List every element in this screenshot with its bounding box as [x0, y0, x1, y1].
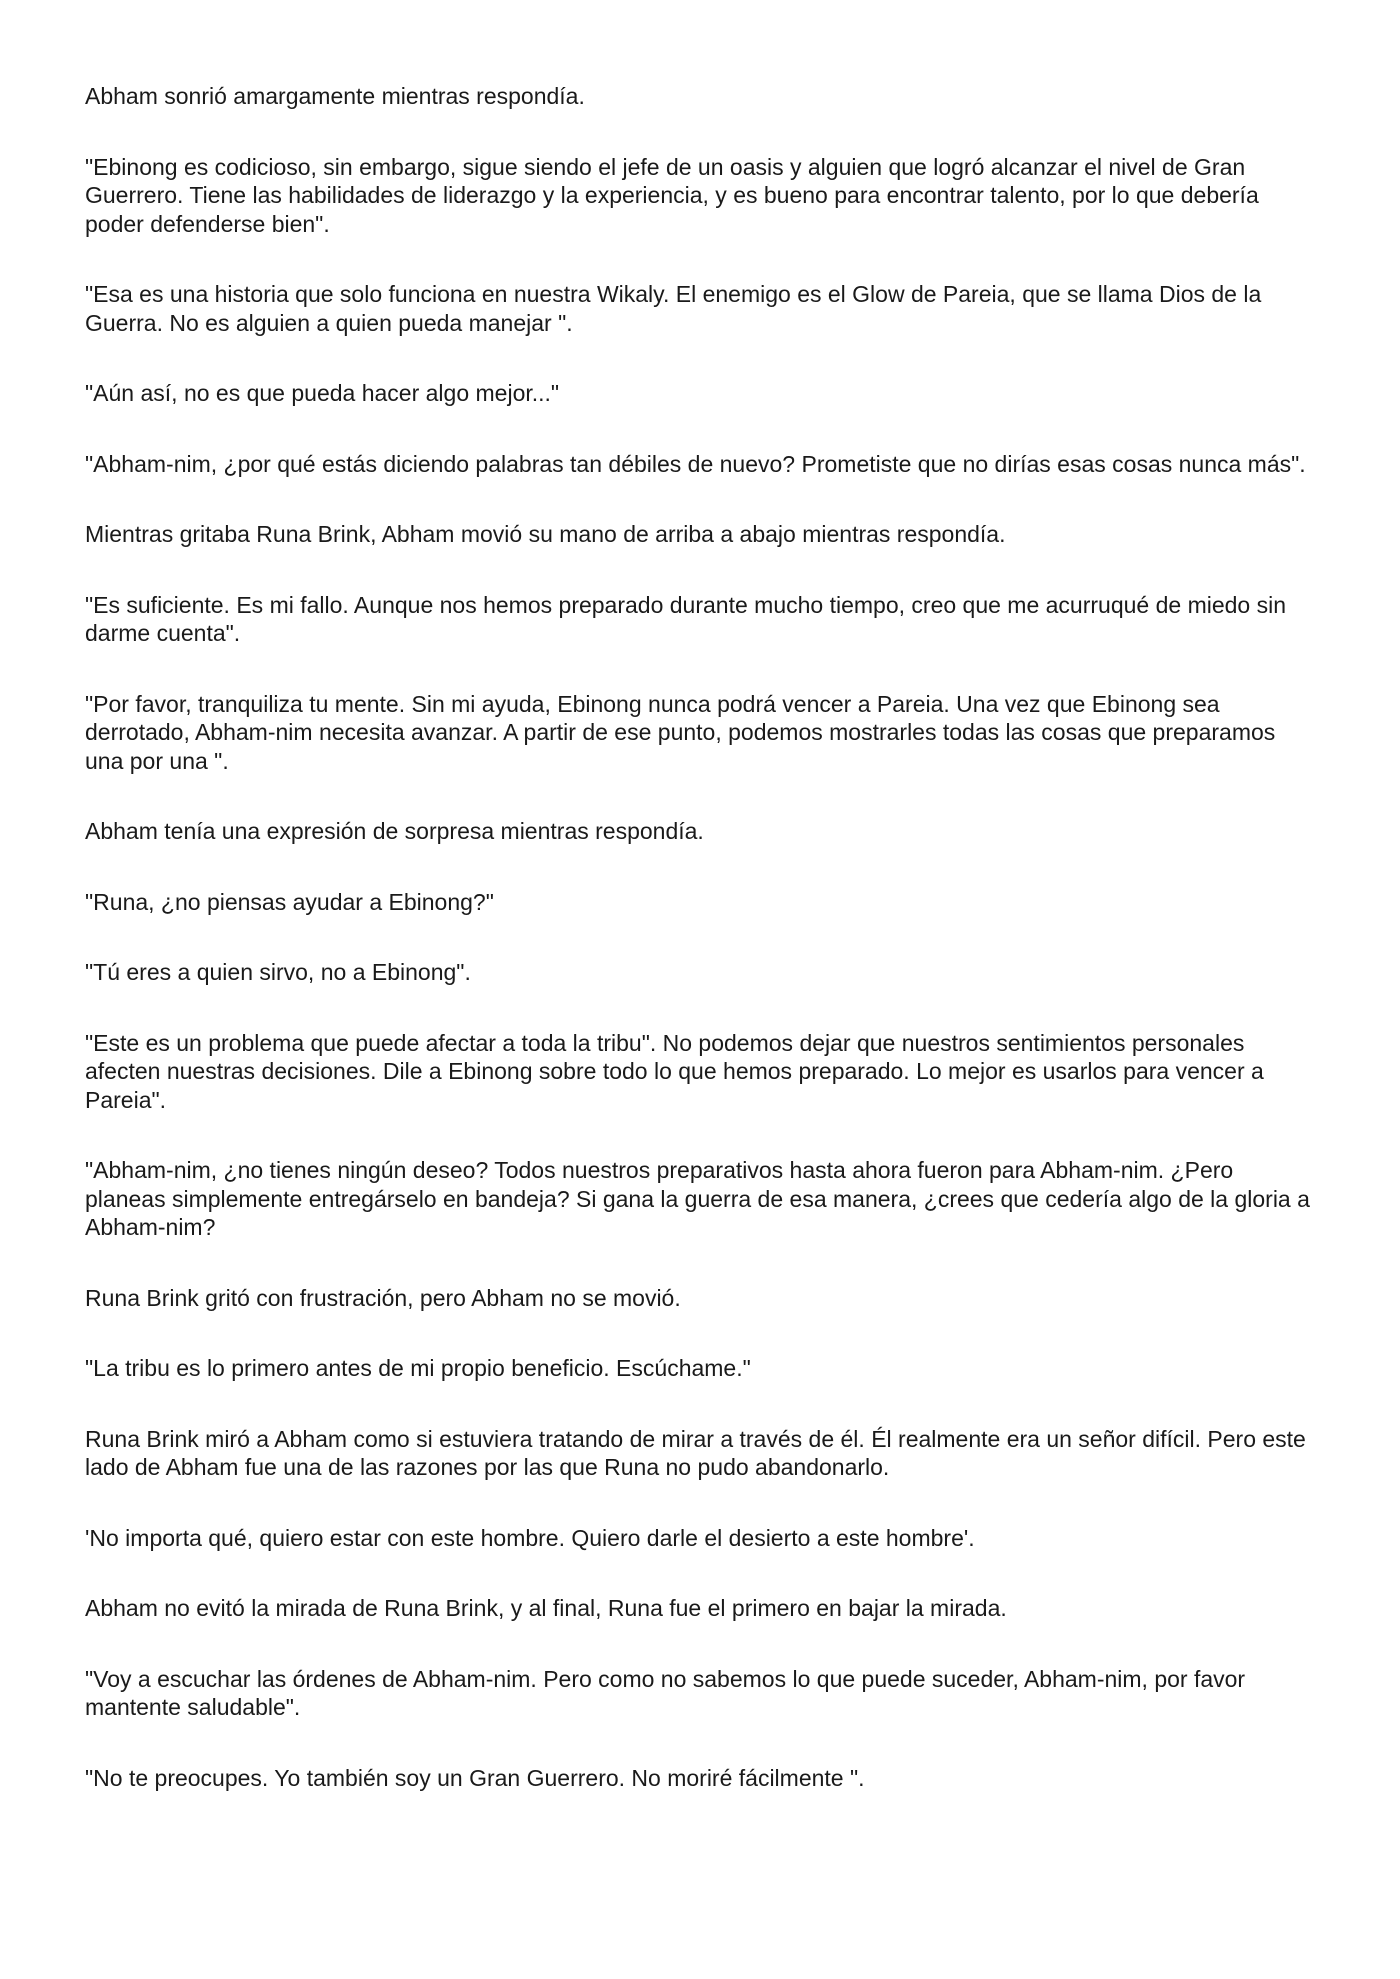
paragraph: "Es suficiente. Es mi fallo. Aunque nos hemos preparado durante mucho tiempo, creo que me acurruqué de miedo sin darme cuenta". — [85, 591, 1287, 646]
paragraph: Abham sonrió amargamente mientras respondía. — [85, 83, 585, 109]
paragraph: "No te preocupes. Yo también soy un Gran Guerrero. No moriré fácilmente ". — [85, 1764, 865, 1791]
paragraph: "Tú eres a quien sirvo, no a Ebinong". — [85, 959, 471, 985]
paragraph: Runa Brink gritó con frustración, pero Abham no se movió. — [85, 1284, 681, 1311]
paragraph: "Aún así, no es que pueda hacer algo mejor..." — [85, 380, 560, 406]
paragraph: "Abham-nim, ¿no tienes ningún deseo? Todos nuestros preparativos hasta ahora fueron para Abham-nim. ¿Pero planeas simplemente entregárselo en bandeja? Si gana la guerra de esa manera, ¿crees que cedería algo de la gloria a Abham-nim? — [85, 1157, 1310, 1240]
paragraph: "Abham-nim, ¿por qué estás diciendo palabras tan débiles de nuevo? Prometiste que no dirías esas cosas nunca más". — [85, 450, 1306, 477]
paragraph: "Ebinong es codicioso, sin embargo, sigue siendo el jefe de un oasis y alguien que logró alcanzar el nivel de Gran Guerrero. Tiene las habilidades de liderazgo y la experiencia, y es bueno para encontrar talento, por lo que debería poder defenderse bien". — [85, 153, 1259, 237]
paragraph: Runa Brink miró a Abham como si estuviera tratando de mirar a través de él. Él realmente era un señor difícil. Pero este lado de Abham fue una de las razones por las que Runa no pudo abandonarlo. — [85, 1425, 1306, 1480]
paragraph: 'No importa qué, quiero estar con este hombre. Quiero darle el desierto a este hombre'. — [85, 1524, 975, 1551]
paragraph: "Runa, ¿no piensas ayudar a Ebinong?" — [85, 888, 494, 915]
paragraph: "Esa es una historia que solo funciona en nuestra Wikaly. El enemigo es el Glow de Pareia, que se llama Dios de la Guerra. No es alguien a quien pueda manejar ". — [85, 281, 1262, 336]
paragraph: "Voy a escuchar las órdenes de Abham-nim. Pero como no sabemos lo que puede suceder, Abham-nim, por favor mantente saludable". — [85, 1665, 1246, 1720]
document-page — [85, 82, 1315, 1834]
paragraph: Mientras gritaba Runa Brink, Abham movió su mano de arriba a abajo mientras respondía. — [85, 521, 1006, 547]
paragraph: "La tribu es lo primero antes de mi propio beneficio. Escúchame." — [85, 1355, 751, 1381]
paragraph: "Por favor, tranquiliza tu mente. Sin mi ayuda, Ebinong nunca podrá vencer a Pareia. Una vez que Ebinong sea derrotado, Abham-nim necesita avanzar. A partir de ese punto, podemos mostrarles todas las cosas que preparamos una por una ". — [85, 690, 1276, 774]
paragraph: "Este es un problema que puede afectar a toda la tribu". No podemos dejar que nuestros sentimientos personales afecten nuestras decisiones. Dile a Ebinong sobre todo lo que hemos preparado. Lo mejor es usarlos para vencer a Pareia". — [85, 1029, 1264, 1113]
paragraph: Abham tenía una expresión de sorpresa mientras respondía. — [85, 818, 704, 844]
paragraph: Abham no evitó la mirada de Runa Brink, y al final, Runa fue el primero en bajar la mirada. — [85, 1595, 1007, 1621]
